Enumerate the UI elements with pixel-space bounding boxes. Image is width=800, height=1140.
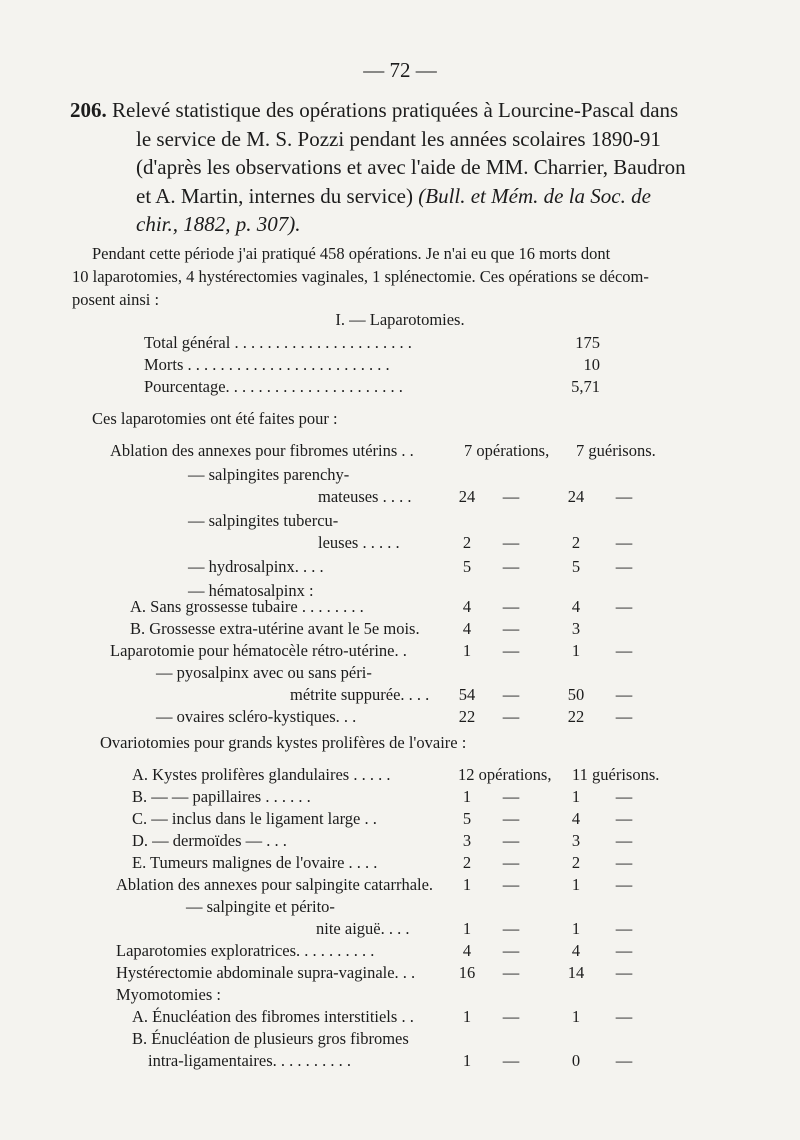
totals-label: Morts . . . . . . . . . . . . . . . . . . . . . . . . . [144, 355, 390, 374]
row-cures: 4 [571, 941, 581, 960]
row-operations: 7 opérations, [464, 441, 550, 460]
row-cures: 2 [571, 533, 581, 552]
row-label: B. Énucléation de plusieurs gros fibromes [132, 1029, 409, 1048]
row-dash: — [615, 919, 633, 938]
row-dash: — [615, 487, 633, 506]
row-label: — pyosalpinx avec ou sans péri- [156, 663, 372, 682]
row-label: A. Énucléation des fibromes interstitiels . . [132, 1007, 414, 1026]
row-dash: — [502, 853, 520, 872]
row-label: mateuses . . . . [318, 487, 412, 506]
row-cures: 14 [567, 963, 585, 982]
row-dash: — [615, 809, 633, 828]
totals-label: Pourcentage. . . . . . . . . . . . . . . . . . . . . . [144, 377, 403, 396]
row-dash: — [615, 1051, 633, 1070]
row-operations: 1 [462, 641, 472, 660]
row-cures: 22 [567, 707, 585, 726]
intro-line: posent ainsi : [72, 290, 160, 309]
row-dash: — [615, 787, 633, 806]
row-label: métrite suppurée. . . . [290, 685, 430, 704]
row-cures: 1 [571, 787, 581, 806]
row-label: Ablation des annexes pour fibromes utérins . . [110, 441, 414, 460]
row-operations: 16 [458, 963, 476, 982]
row-operations: 2 [462, 853, 472, 872]
row-label: B. Grossesse extra-utérine avant le 5e mois. [130, 619, 420, 638]
row-label: D. — dermoïdes — . . . [132, 831, 287, 850]
row-dash: — [502, 533, 520, 552]
row-dash: — [615, 597, 633, 616]
row-operations: 4 [462, 941, 472, 960]
row-operations: 5 [462, 557, 472, 576]
row-cures: 50 [567, 685, 585, 704]
row-label: B. — — papillaires . . . . . . [132, 787, 311, 806]
row-dash: — [502, 831, 520, 850]
laparotomies-intro: Ces laparotomies ont été faites pour : [92, 409, 338, 428]
row-label: — salpingites parenchy- [188, 465, 350, 484]
row-operations: 24 [458, 487, 476, 506]
row-operations: 12 opérations, [458, 765, 552, 784]
row-dash: — [502, 875, 520, 894]
intro-line: Pendant cette période j'ai pratiqué 458 opérations. Je n'ai eu que 16 morts dont [92, 244, 611, 263]
row-label: nite aiguë. . . . [316, 919, 410, 938]
row-operations: 22 [458, 707, 476, 726]
row-dash: — [615, 685, 633, 704]
ovariotomies-intro: Ovariotomies pour grands kystes prolifères de l'ovaire : [100, 733, 467, 752]
row-dash: — [502, 1051, 520, 1070]
row-cures: 1 [571, 919, 581, 938]
row-dash: — [502, 641, 520, 660]
totals-label: Total général . . . . . . . . . . . . . . . . . . . . . . [144, 333, 412, 352]
row-dash: — [615, 533, 633, 552]
heading-line: et A. Martin, internes du service) [136, 183, 413, 208]
row-cures: 5 [571, 557, 581, 576]
row-operations: 4 [462, 619, 472, 638]
row-label: A. Sans grossesse tubaire . . . . . . . . [130, 597, 364, 616]
row-dash: — [615, 641, 633, 660]
section-title: I. — Laparotomies. [335, 310, 465, 329]
row-dash: — [502, 809, 520, 828]
heading-citation: chir., 1882, p. 307). [136, 212, 301, 236]
row-cures: 1 [571, 641, 581, 660]
totals-value: 5,71 [571, 377, 600, 396]
intro-paragraph [72, 242, 712, 311]
row-dash: — [502, 1007, 520, 1026]
row-label: intra-ligamentaires. . . . . . . . . . [148, 1051, 351, 1070]
row-operations: 54 [458, 685, 476, 704]
row-operations: 1 [462, 1051, 472, 1070]
row-label: — hydrosalpinx. . . . [188, 557, 324, 576]
row-operations: 1 [462, 1007, 472, 1026]
heading-citation: (Bull. et Mém. de la Soc. de [418, 183, 651, 208]
row-dash: — [615, 853, 633, 872]
row-dash: — [615, 1007, 633, 1026]
row-operations: 3 [462, 831, 472, 850]
heading-line: (d'après les observations et avec l'aide de MM. Charrier, Baudron [136, 155, 686, 179]
row-label: A. Kystes prolifères glandulaires . . . . . [132, 765, 391, 784]
row-label: Ablation des annexes pour salpingite catarrhale. [116, 875, 434, 894]
row-operations: 4 [462, 597, 472, 616]
row-dash: — [502, 919, 520, 938]
row-label: Laparotomie pour hématocèle rétro-utérine. . [110, 641, 407, 660]
row-dash: — [615, 707, 633, 726]
row-dash: — [502, 941, 520, 960]
row-dash: — [502, 619, 520, 638]
page-number: — 72 — [363, 58, 437, 82]
row-cures: 7 guérisons. [576, 441, 656, 460]
row-dash: — [502, 787, 520, 806]
row-cures: 4 [571, 597, 581, 616]
row-cures: 3 [571, 619, 581, 638]
entry-heading [70, 96, 710, 239]
row-dash: — [502, 557, 520, 576]
heading-line: Relevé statistique des opérations pratiquées à Lourcine-Pascal dans [112, 98, 679, 122]
row-dash: — [615, 875, 633, 894]
row-dash: — [615, 963, 633, 982]
row-operations: 1 [462, 787, 472, 806]
row-label: — salpingites tubercu- [188, 511, 339, 530]
totals-value: 175 [575, 333, 600, 352]
row-cures: 0 [571, 1051, 581, 1070]
row-dash: — [502, 685, 520, 704]
row-label: E. Tumeurs malignes de l'ovaire . . . . [132, 853, 378, 872]
row-label: Hystérectomie abdominale supra-vaginale. . . [116, 963, 416, 982]
row-dash: — [615, 557, 633, 576]
entry-number: 206. [70, 98, 107, 122]
row-dash: — [502, 707, 520, 726]
row-label: leuses . . . . . [318, 533, 400, 552]
row-operations: 2 [462, 533, 472, 552]
row-cures: 1 [571, 1007, 581, 1026]
row-label: C. — inclus dans le ligament large . . [132, 809, 377, 828]
row-dash: — [615, 941, 633, 960]
row-dash: — [502, 487, 520, 506]
row-label: — salpingite et périto- [186, 897, 335, 916]
row-label: Myomotomies : [116, 985, 221, 1004]
row-operations: 5 [462, 809, 472, 828]
row-cures: 4 [571, 809, 581, 828]
row-cures: 1 [571, 875, 581, 894]
row-operations: 1 [462, 875, 472, 894]
row-dash: — [502, 597, 520, 616]
row-label: Laparotomies exploratrices. . . . . . . . . . [116, 941, 375, 960]
row-operations: 1 [462, 919, 472, 938]
row-dash: — [502, 963, 520, 982]
row-cures: 3 [571, 831, 581, 850]
row-label: — ovaires scléro-kystiques. . . [156, 707, 357, 726]
row-label: — hématosalpinx : [188, 581, 314, 600]
totals-value: 10 [583, 355, 600, 374]
row-cures: 2 [571, 853, 581, 872]
row-cures: 11 guérisons. [572, 765, 660, 784]
row-dash: — [615, 831, 633, 850]
heading-line: le service de M. S. Pozzi pendant les années scolaires 1890-91 [136, 126, 661, 151]
row-cures: 24 [567, 487, 585, 506]
intro-line: 10 laparotomies, 4 hystérectomies vaginales, 1 splénectomie. Ces opérations se décom- [72, 267, 649, 286]
